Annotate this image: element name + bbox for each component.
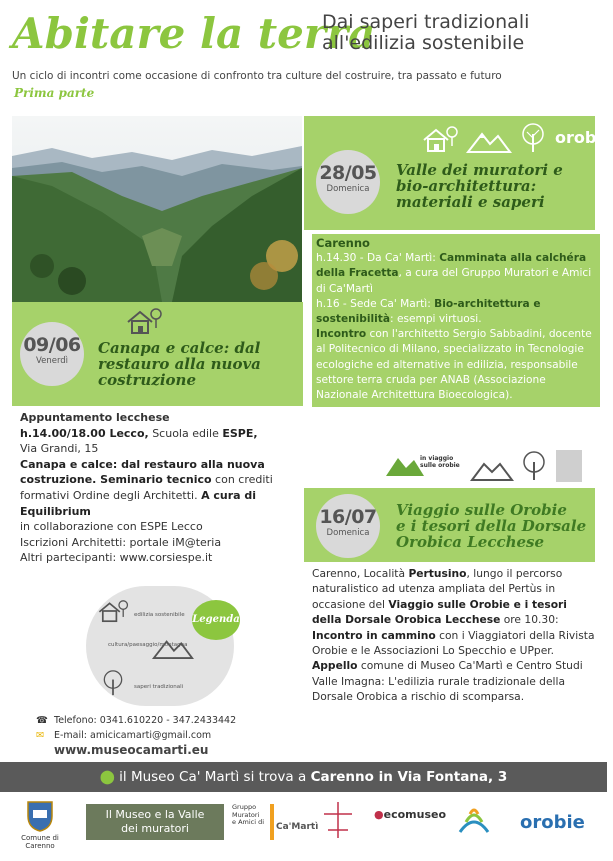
email-icon: ✉ <box>36 729 44 741</box>
page-title: Abitare la terra <box>12 9 376 58</box>
house-tree-icon <box>124 306 164 340</box>
event1-date: 28/05 <box>319 162 377 184</box>
mountains-icon <box>466 128 512 158</box>
tree-icon <box>100 668 126 702</box>
event2-description <box>20 410 305 566</box>
mountains-icon <box>152 636 194 664</box>
event3-date-badge <box>316 494 380 558</box>
event3-logos <box>384 446 594 490</box>
location-pin-icon: ⬤ <box>99 769 115 785</box>
event3-title: Viaggio sulle Orobie e i tesori della Dorsale Orobica Lecchese <box>396 501 587 551</box>
viaggio-orobie-logo: in viaggio sulle orobie <box>420 455 460 469</box>
event1-item-2: h.16 - Sede Ca' Martì: Bio-architettura e sostenibilità: esempi virtuosi. <box>316 297 541 326</box>
event3-weekday: Domenica <box>326 528 370 538</box>
valley-photo <box>12 116 302 302</box>
legend-item-2: cultura/paesaggio/montagna <box>108 642 188 648</box>
subtitle-line-2: all'edilizia sostenibile <box>322 32 525 54</box>
part-label: Prima parte <box>14 86 95 100</box>
event1-description <box>312 234 600 407</box>
subtitle-line-1: Dai saperi tradizionali <box>322 11 530 33</box>
legend-item-3: saperi tradizionali <box>134 684 184 690</box>
event2-title: Canapa e calce: dal restauro alla nuova costruzione <box>98 339 261 389</box>
event2-registration-architects: Iscrizioni Architetti: portale iM@teria <box>20 535 222 549</box>
house-tree-icon <box>96 598 130 628</box>
event2-date: 09/06 <box>23 334 81 356</box>
orobie-logo: orobie <box>520 812 585 833</box>
house-tree-icon <box>420 124 460 158</box>
contact-website-link[interactable]: www.museocamarti.eu <box>54 743 209 757</box>
event2-collab: in collaborazione con ESPE Lecco <box>20 520 203 534</box>
event1-item-1: h.14.30 - Da Ca' Martì: Camminata alla calchéra della Fracetta, a cura del Gruppo Muratori e Amici di Ca'Martì <box>316 252 592 295</box>
event2-registration-others: Altri partecipanti: www.corsiespe.it <box>20 551 213 565</box>
intro-text: Un ciclo di incontri come occasione di confronto tra culture del costruire, tra passato e futuro <box>12 70 502 82</box>
event2-when-where: h.14.00/18.00 Lecco, Scuola edile ESPE, <box>20 426 258 440</box>
event1-weekday: Domenica <box>326 184 370 194</box>
location-band: ⬤ il Museo Ca' Martì si trova a Carenno in Via Fontana, 3 <box>0 762 607 792</box>
ecomuseo-logo: ●ecomuseo <box>374 808 447 821</box>
contact-email[interactable]: ✉ E-mail: amicicamarti@gmail.com <box>54 729 304 744</box>
event1-item-3: Incontro con l'architetto Sergio Sabbadini, docente al Politecnico di Milano, specializzato in Tecnologie ecologiche ed alternative in edilizia, responsabile settore terra cruda per ANAB (Associazione Nazionale Architettura Bioecologica). <box>316 328 592 402</box>
museo-valle-logo: Il Museo e la Valle dei muratori <box>86 804 224 840</box>
event1-date-badge <box>316 150 380 214</box>
event1-place: Carenno <box>316 236 370 250</box>
contact-phone: ☎ Telefono: 0341.610220 - 347.2433442 <box>54 714 304 729</box>
event3-appeal: Appello comune di Museo Ca'Martì e Centro Studi Valle Imagna: L'edilizia rurale tradizionale della Dorsale Orobica a rischio di scomparsa. <box>312 659 583 704</box>
event1-title: Valle dei muratori e bio-architettura: materiali e saperi <box>396 161 563 211</box>
legend-tag: Legenda <box>192 600 240 640</box>
orobie-logo-small: orobie <box>555 128 613 147</box>
event2-date-badge <box>20 322 84 386</box>
event3-description: Carenno, Località Pertusino, lungo il percorso naturalistico ad utenza ampliata del Pertùs in occasione del Viaggio sulle Orobie e i tesori della Dorsale Orobica Lecchese ore 10.30: Incontro in cammino con i Viaggiatori della Rivista Orobie e le Associazioni Lo Specchio e UPper. Appello comune di Museo Ca'Martì e Centro Studi Valle Imagna: L'edilizia rurale tradizionale della Dorsale Orobica a rischio di scomparsa. <box>312 566 600 705</box>
contacts <box>36 714 304 758</box>
tree-icon <box>518 122 548 158</box>
event2-topic: Canapa e calce: dal restauro alla nuova costruzione. Seminario tecnico con crediti formativi Ordine degli Architetti. A cura di Equilibrium <box>20 457 273 518</box>
event2-heading: Appuntamento lecchese <box>20 411 170 424</box>
event2-address: Via Grandi, 15 <box>20 442 99 456</box>
partner-logos <box>0 798 607 861</box>
event2-weekday: Venerdì <box>35 356 69 366</box>
regional-logo <box>456 802 492 844</box>
gruppo-muratori-logo: Gruppo Muratori e Amici di Ca'Martì <box>232 804 302 827</box>
phone-icon: ☎ <box>36 715 48 726</box>
espe-logo <box>318 800 358 842</box>
page-subtitle <box>322 12 602 54</box>
comune-logo: Comune di Carenno <box>10 798 70 850</box>
legend-item-1: edilizia sostenibile <box>134 612 185 618</box>
event3-date: 16/07 <box>319 506 377 528</box>
